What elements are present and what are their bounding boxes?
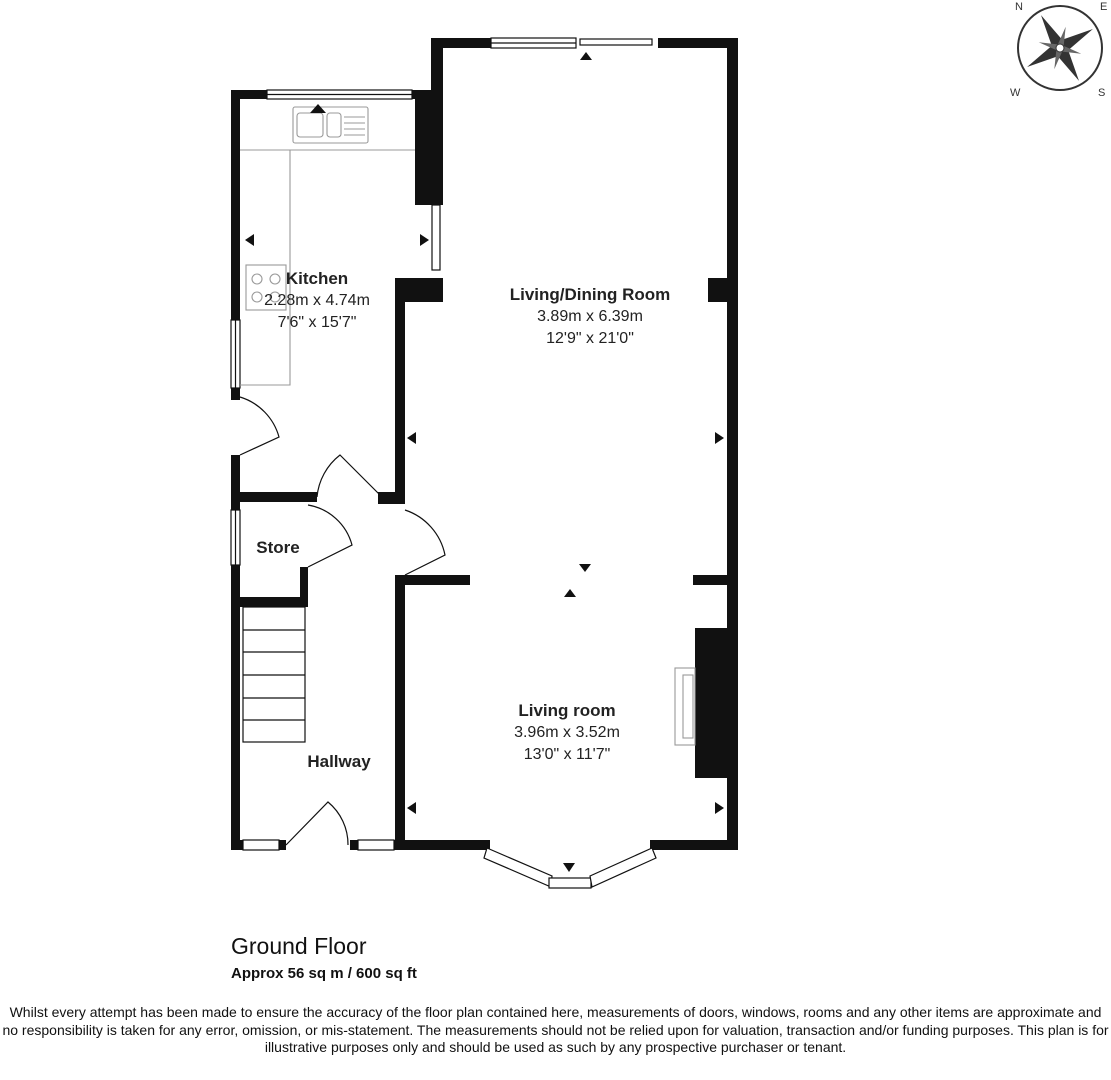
compass-n: N: [1015, 1, 1023, 13]
disclaimer-text: Whilst every attempt has been made to ensure the accuracy of the floor plan contained here, measurements of doors, windows, rooms and any other items are approximate and no responsibility is taken for any error, omission, or mis-statement. The measurements should not be relied upon for valuation, transaction and/or funding purposes. This plan is for illustrative purposes only and should be used as such by any prospective purchaser or tenant.: [2, 1004, 1109, 1055]
living-room-imperial: 13'0" x 11'7": [523, 746, 611, 763]
measurement-markers: [245, 52, 724, 872]
walls: [231, 38, 738, 850]
compass-rose: [1008, 0, 1111, 100]
room-labels: [256, 269, 670, 771]
kitchen-fixtures: [240, 107, 415, 385]
living-room-name: Living room: [518, 701, 616, 720]
hallway-name: Hallway: [307, 752, 371, 771]
stairs: [243, 607, 305, 742]
living-dining-name: Living/Dining Room: [509, 285, 671, 304]
kitchen-name: Kitchen: [285, 269, 349, 288]
compass-e: E: [1100, 1, 1108, 13]
floor-area: Approx 56 sq m / 600 sq ft: [231, 965, 417, 982]
compass-s: S: [1098, 87, 1106, 99]
floor-title: Ground Floor: [231, 933, 367, 959]
compass-w: W: [1010, 87, 1021, 99]
living-dining-imperial: 12'9" x 21'0": [546, 330, 634, 347]
kitchen-imperial: 7'6" x 15'7": [277, 314, 357, 331]
store-name: Store: [256, 538, 300, 557]
kitchen-metric: 2.28m x 4.74m: [264, 292, 370, 309]
living-dining-metric: 3.89m x 6.39m: [537, 308, 643, 325]
living-room-metric: 3.96m x 3.52m: [514, 724, 620, 741]
fireplace: [675, 668, 695, 745]
